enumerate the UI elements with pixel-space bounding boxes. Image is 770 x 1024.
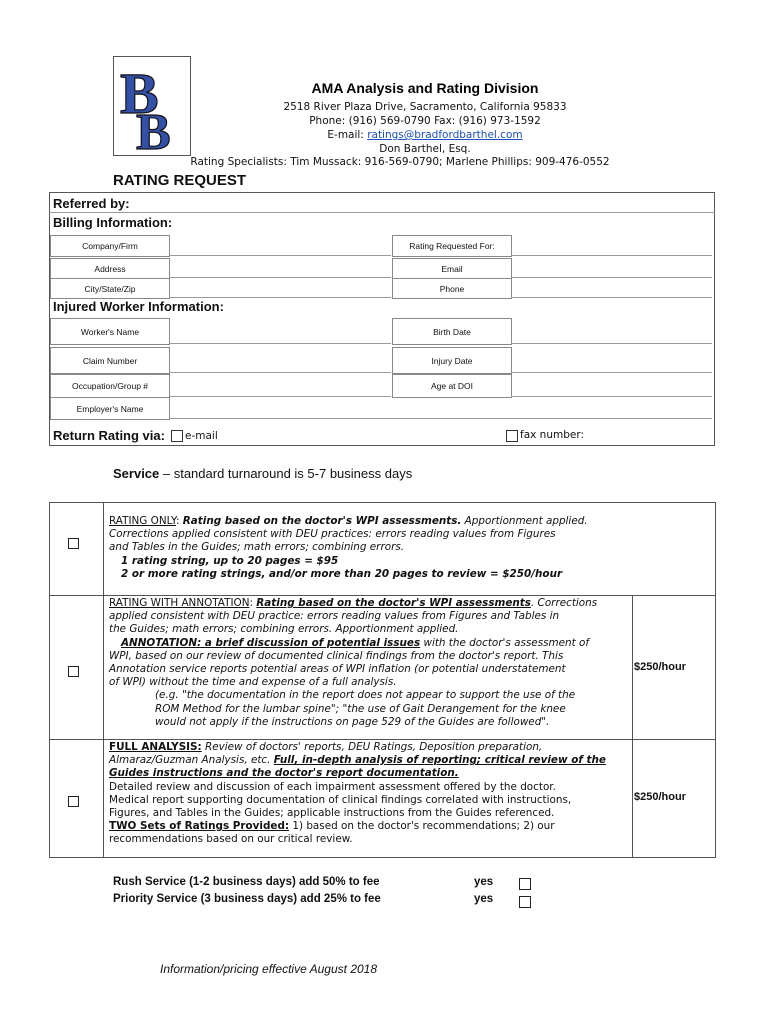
full-analysis-title: FULL ANALYSIS:	[109, 741, 202, 753]
rating-only-text: Corrections applied consistent with DEU practices: errors reading values from Figures	[109, 528, 556, 541]
rating-annotation-text: applied consistent with DEU practice: errors reading values from Figures and Tables in	[109, 610, 560, 623]
company-logo	[113, 56, 191, 156]
annotation-bold: ANNOTATION: a brief discussion of potential issues	[121, 636, 421, 649]
svg-text:B: B	[120, 61, 159, 126]
full-analysis-text: Medical report supporting documentation of clinical findings correlated with instructions,	[109, 793, 572, 806]
address-field[interactable]	[169, 258, 391, 278]
return-rating-label: Return Rating via:	[53, 428, 165, 443]
phone-fax: Phone: (916) 569-0790 Fax: (916) 973-1592	[309, 115, 541, 127]
full-analysis-bold: Full, in-depth analysis of reporting; critical review of the	[273, 754, 606, 767]
rating-annotation-text: . Corrections	[530, 597, 598, 609]
city-state-zip-label: City/State/Zip	[50, 278, 170, 299]
full-analysis-text: Review of doctors' reports, DEU Ratings, Deposition preparation,	[201, 741, 543, 753]
rating-only-title: RATING ONLY	[109, 515, 176, 527]
employer-name-field[interactable]	[169, 397, 712, 419]
rating-annotation-title: RATING WITH ANNOTATION	[109, 597, 250, 609]
birth-date-field[interactable]	[511, 318, 712, 344]
occupation-group-label: Occupation/Group #	[50, 374, 170, 398]
address-label: Address	[50, 258, 170, 279]
phone-label: Phone	[392, 278, 512, 299]
rating-only-bold: Rating based on the doctor's WPI assessments.	[182, 515, 462, 527]
address: 2518 River Plaza Drive, Sacramento, California 95833	[283, 101, 567, 113]
annotation-text: with the doctor's assessment of	[420, 636, 590, 649]
rating-requested-for-field[interactable]	[511, 235, 712, 256]
priority-service-label: Priority Service (3 business days) add 25% to fee	[113, 893, 381, 905]
rating-annotation-text: the Guides; math errors; combining errors. Apportionment applied.	[109, 623, 459, 636]
annotation-example: would not apply if the instructions on page 529 of the Guides are followed".	[155, 715, 550, 728]
rating-annotation-description	[109, 597, 629, 729]
rating-only-description	[109, 515, 629, 581]
rating-only-text: and Tables in the Guides; math errors; combining errors.	[109, 541, 405, 554]
col-divider	[632, 595, 633, 857]
email-field[interactable]	[511, 258, 712, 278]
rating-annotation-text: of WPI) without the time and expense of a full analysis.	[109, 676, 397, 689]
claim-number-label: Claim Number	[50, 347, 170, 374]
age-at-doi-label: Age at DOI	[392, 374, 512, 398]
full-analysis-text: recommendations based on our critical review.	[109, 833, 353, 846]
age-at-doi-field[interactable]	[511, 374, 712, 397]
worker-name-field[interactable]	[169, 318, 391, 344]
rating-only-price-1: 1 rating string, up to 20 pages = $95	[121, 554, 339, 567]
service-line	[113, 466, 412, 481]
rush-checkbox[interactable]	[519, 878, 531, 890]
full-analysis-description	[109, 741, 629, 847]
referred-by-label: Referred by:	[53, 196, 130, 211]
injury-date-label: Injury Date	[392, 347, 512, 374]
full-analysis-price: $250/hour	[634, 791, 686, 803]
email-line	[190, 128, 660, 142]
employer-name-label: Employer's Name	[50, 397, 170, 420]
fax-checkbox[interactable]	[506, 430, 518, 442]
company-firm-field[interactable]	[169, 235, 391, 256]
svg-text:B: B	[136, 104, 171, 155]
full-analysis-text: 1) based on the doctor's recommendations; 2) our	[289, 820, 555, 833]
col-divider	[103, 503, 104, 857]
service-desc: – standard turnaround is 5-7 business days	[159, 466, 413, 481]
worker-name-label: Worker's Name	[50, 318, 170, 345]
email-checkbox[interactable]	[171, 430, 183, 442]
divider	[49, 212, 715, 213]
billing-info-label: Billing Information:	[53, 215, 173, 230]
email-label: E-mail:	[327, 129, 368, 141]
row-divider	[50, 739, 715, 740]
row-divider	[50, 595, 715, 596]
priority-checkbox[interactable]	[519, 896, 531, 908]
email-label-cell: Email	[392, 258, 512, 279]
rating-only-checkbox[interactable]	[68, 538, 79, 549]
division-title: AMA Analysis and Rating Division	[311, 80, 539, 96]
email-link[interactable]: ratings@bradfordbarthel.com	[367, 129, 523, 141]
full-analysis-checkbox[interactable]	[68, 796, 79, 807]
city-state-zip-field[interactable]	[169, 278, 391, 298]
full-analysis-text: Almaraz/Guzman Analysis, etc.	[109, 754, 274, 767]
rating-request-title: RATING REQUEST	[113, 172, 247, 189]
separator: :	[175, 515, 183, 527]
effective-date-footer: Information/pricing effective August 2018	[160, 962, 378, 976]
rating-annotation-checkbox[interactable]	[68, 666, 79, 677]
injured-worker-label: Injured Worker Information:	[53, 299, 224, 314]
rating-annotation-bold: Rating based on the doctor's WPI assessments	[256, 597, 531, 609]
rating-annotation-text: Annotation service reports potential areas of WPI inflation (or potential understatement	[109, 663, 566, 676]
rating-requested-for-label: Rating Requested For:	[392, 235, 512, 257]
annotation-example: (e.g. "the documentation in the report does not appear to support the use of the	[155, 689, 576, 702]
rating-only-price-2: 2 or more rating strings, and/or more than 20 pages to review = $250/hour	[121, 567, 563, 580]
email-option-label: e-mail	[185, 430, 218, 442]
separator: :	[249, 597, 257, 609]
fax-option-label: fax number:	[520, 429, 585, 441]
phone-field[interactable]	[511, 278, 712, 298]
annotation-example: ROM Method for the lumbar spine"; "the use of Gait Derangement for the knee	[155, 702, 566, 715]
full-analysis-text: Detailed review and discussion of each impairment assessment offered by the doctor.	[109, 780, 556, 793]
full-analysis-text: Figures, and Tables in the Guides; applicable instructions from the Guides referenced.	[109, 807, 555, 820]
rating-only-text: Apportionment applied.	[461, 515, 588, 527]
rush-service-label: Rush Service (1-2 business days) add 50% to fee	[113, 876, 380, 888]
injury-date-field[interactable]	[511, 347, 712, 373]
rush-yes-label: yes	[474, 876, 494, 888]
contact-person: Don Barthel, Esq.	[379, 143, 471, 155]
claim-number-field[interactable]	[169, 347, 391, 373]
priority-yes-label: yes	[474, 893, 494, 905]
birth-date-label: Birth Date	[392, 318, 512, 345]
service-label: Service	[113, 466, 160, 481]
company-firm-label: Company/Firm	[50, 235, 170, 257]
full-analysis-bold: Guides instructions and the doctor's report documentation.	[109, 767, 459, 780]
rating-annotation-text: WPI, based on our review of documented clinical findings from the doctor's report. This	[109, 649, 564, 662]
two-sets-label: TWO Sets of Ratings Provided:	[109, 820, 290, 833]
rating-annotation-price: $250/hour	[634, 661, 686, 673]
rating-specialists: Rating Specialists: Tim Mussack: 916-569-0790; Marlene Phillips: 909-476-0552	[190, 156, 610, 168]
occupation-group-field[interactable]	[169, 374, 391, 397]
